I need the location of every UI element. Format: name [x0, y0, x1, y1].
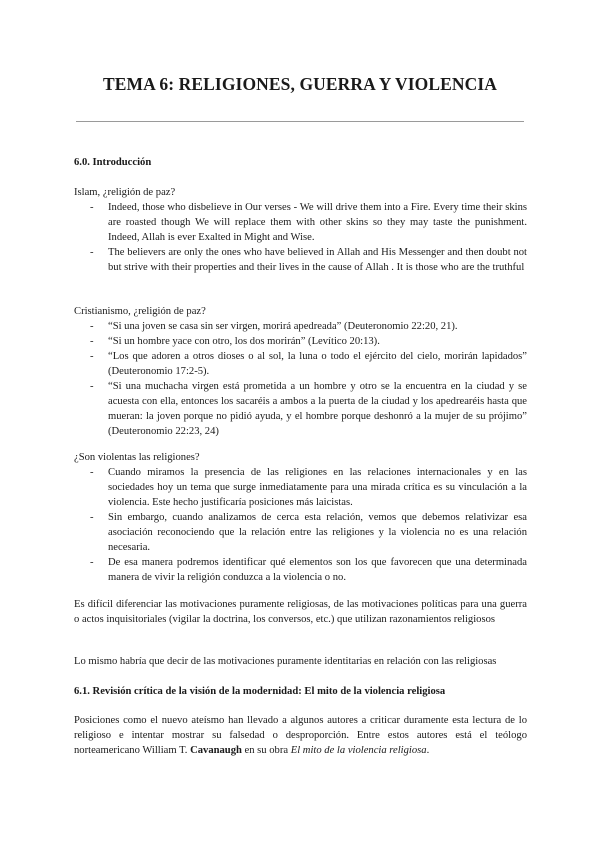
- list-item: - “Los que adoren a otros dioses o al sol, la luna o todo el ejército del cielo, morirán lapidados” (Deuteronomio 17:2-5).: [74, 349, 527, 379]
- list-item: - “Si una muchacha virgen está prometida a un hombre y otro se la encuentra en la ciudad y se acuesta con ella, entonces los sacaréis a ambos a la puerta de la ciudad y los apedrearéis hasta que mueran: la joven porque no pidió ayuda, y el hombre porque deshonró a la mujer de su prójimo” (Deuteronomio 22:23, 24): [74, 379, 527, 439]
- list-item: - The believers are only the ones who have believed in Allah and His Messenger and then doubt not but strive with their properties and their lives in the cause of Allah . It is those who are the truthful: [74, 245, 527, 275]
- cristianismo-block: [74, 304, 527, 439]
- paragraph-identitarias: Lo mismo habría que decir de las motivaciones puramente identitarias en relación con las religiosas: [74, 656, 497, 667]
- section-heading-6-0: 6.0. Introducción: [74, 157, 152, 168]
- document-title: TEMA 6: RELIGIONES, GUERRA Y VIOLENCIA: [102, 74, 498, 94]
- cristianismo-list: [74, 319, 527, 439]
- paragraph-text: en su obra: [241, 745, 291, 756]
- list-item: - De esa manera podremos identificar qué elementos son los que favorecen que una determinada manera de vivir la religión conduzca a la violencia o no.: [74, 555, 527, 585]
- islam-block: [74, 185, 527, 275]
- title-divider: [76, 121, 524, 122]
- author-name: Cavanaugh: [190, 745, 242, 756]
- paragraph-cavanaugh: [74, 713, 527, 758]
- cristianismo-question: Cristianismo, ¿religión de paz?: [74, 306, 206, 317]
- list-item: - Indeed, those who disbelieve in Our verses - We will drive them into a Fire. Every time their skins are roasted though We will replace them with other skins so they may taste the punishment. Indeed, Allah is ever Exalted in Might and Wise.: [74, 200, 527, 245]
- violentas-question: ¿Son violentas las religiones?: [74, 452, 200, 463]
- paragraph-text: .: [426, 745, 430, 756]
- islam-question: Islam, ¿religión de paz?: [74, 187, 176, 198]
- paragraph-text: Posiciones como el nuevo ateísmo han llevado a algunos autores a criticar duramente esta lectura de lo religioso e intentar mostrar su falsedad o desproporción. Entre estos autores está el teólogo norteamericano William T.: [74, 715, 527, 756]
- book-title: El mito de la violencia religiosa: [290, 745, 427, 756]
- islam-list: [74, 200, 527, 275]
- list-item: - Sin embargo, cuando analizamos de cerca esta relación, vemos que debemos relativizar esa asociación reconociendo que la relación entre las religiones y la violencia no es una relación necesaria.: [74, 510, 527, 555]
- list-item: - “Si un hombre yace con otro, los dos morirán” (Levítico 20:13).: [74, 334, 527, 349]
- paragraph-motivaciones: Es difícil diferenciar las motivaciones puramente religiosas, de las motivaciones políticas para una guerra o actos inquisitoriales (vigilar la doctrina, los conversos, etc.) que utilizan razonamientos religiosos: [74, 599, 527, 625]
- list-item: - Cuando miramos la presencia de las religiones en las relaciones internacionales y en las sociedades hoy un tema que surge inmediatamente para una mirada crítica es su vinculación a la violencia. Este hecho justificaría posiciones más laicistas.: [74, 465, 527, 510]
- violentas-block: [74, 450, 527, 585]
- violentas-list: [74, 465, 527, 585]
- list-item: - “Si una joven se casa sin ser virgen, morirá apedreada” (Deuteronomio 22:20, 21).: [74, 319, 527, 334]
- section-heading-6-1: 6.1. Revisión crítica de la visión de la modernidad: El mito de la violencia religiosa: [74, 686, 446, 697]
